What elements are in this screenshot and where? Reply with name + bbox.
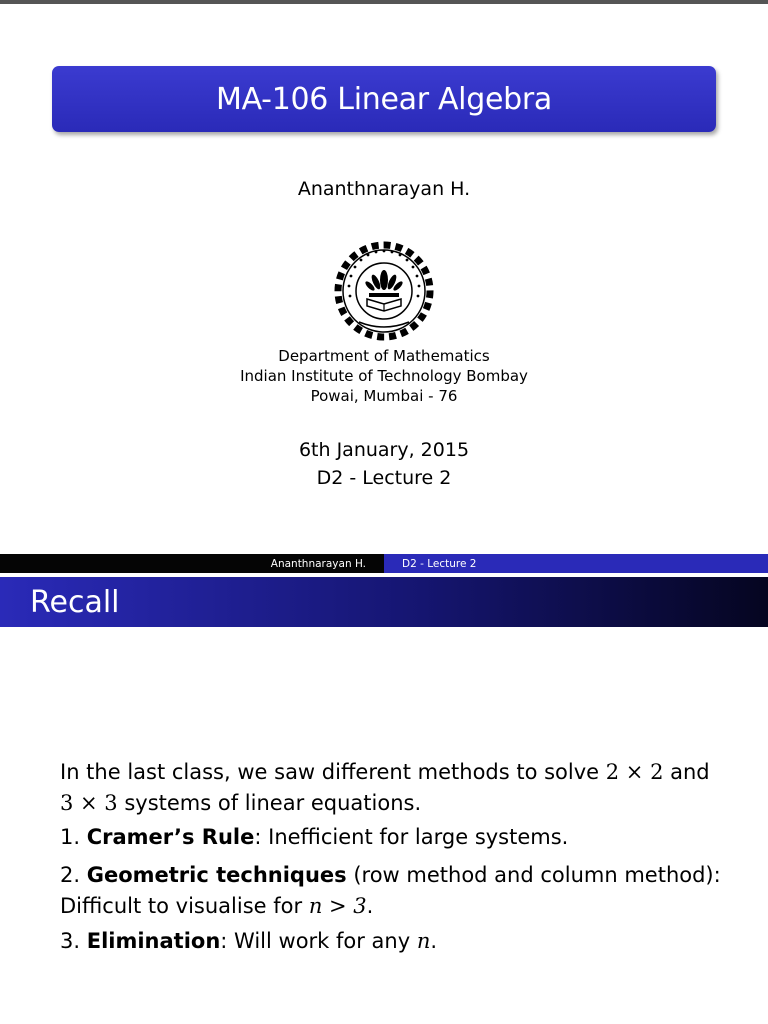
department-line: Department of Mathematics — [278, 347, 490, 365]
lecture-number: D2 - Lecture 2 — [316, 467, 452, 489]
item1-heading: Cramer’s Rule — [86, 825, 255, 849]
location-line: Powai, Mumbai - 76 — [310, 387, 458, 405]
list-item-cramer — [60, 822, 750, 853]
intro-text-a: In the last class, we saw different methods to solve — [60, 760, 606, 784]
item1-text: : Inefficient for large systems. — [254, 825, 569, 849]
frame-title-bar — [0, 577, 768, 627]
math-2x2: 2 × 2 — [605, 760, 664, 784]
slide-footer — [0, 554, 768, 573]
item3-text: : Will work for any — [220, 929, 417, 953]
slide-title-box — [52, 66, 716, 132]
math-n-gt-3: n > 3 — [308, 894, 367, 918]
list-item-elimination — [60, 926, 750, 957]
author-name: Ananthnarayan H. — [297, 178, 471, 200]
intro-text-c: systems of linear equations. — [117, 791, 422, 815]
affiliation-block — [0, 346, 768, 406]
math-n: n — [416, 929, 431, 953]
iit-bombay-logo-icon — [329, 236, 439, 346]
item2-number: 2. — [60, 863, 87, 887]
lecture-date: 6th January, 2015 — [298, 439, 470, 461]
item3-heading: Elimination — [86, 929, 221, 953]
slide-title: MA-106 Linear Algebra — [216, 81, 552, 117]
item3-number: 3. — [60, 929, 87, 953]
footer-lecture: D2 - Lecture 2 — [384, 554, 768, 573]
page-top-rule — [0, 0, 768, 4]
intro-paragraph — [60, 757, 750, 819]
institute-line: Indian Institute of Technology Bombay — [240, 367, 528, 385]
item1-number: 1. — [60, 825, 87, 849]
frame-title: Recall — [30, 584, 120, 620]
date-block — [0, 436, 768, 492]
item2-heading: Geometric techniques — [86, 863, 347, 887]
item2-text-line2: Difficult to visualise for — [60, 894, 309, 918]
item2-text: (row method and column method): — [346, 863, 721, 887]
list-item-geometric — [60, 860, 750, 922]
item2-period: . — [366, 894, 374, 918]
item3-period: . — [430, 929, 438, 953]
math-3x3: 3 × 3 — [60, 791, 118, 815]
intro-text-b: and — [663, 760, 710, 784]
footer-author: Ananthnarayan H. — [0, 554, 384, 573]
